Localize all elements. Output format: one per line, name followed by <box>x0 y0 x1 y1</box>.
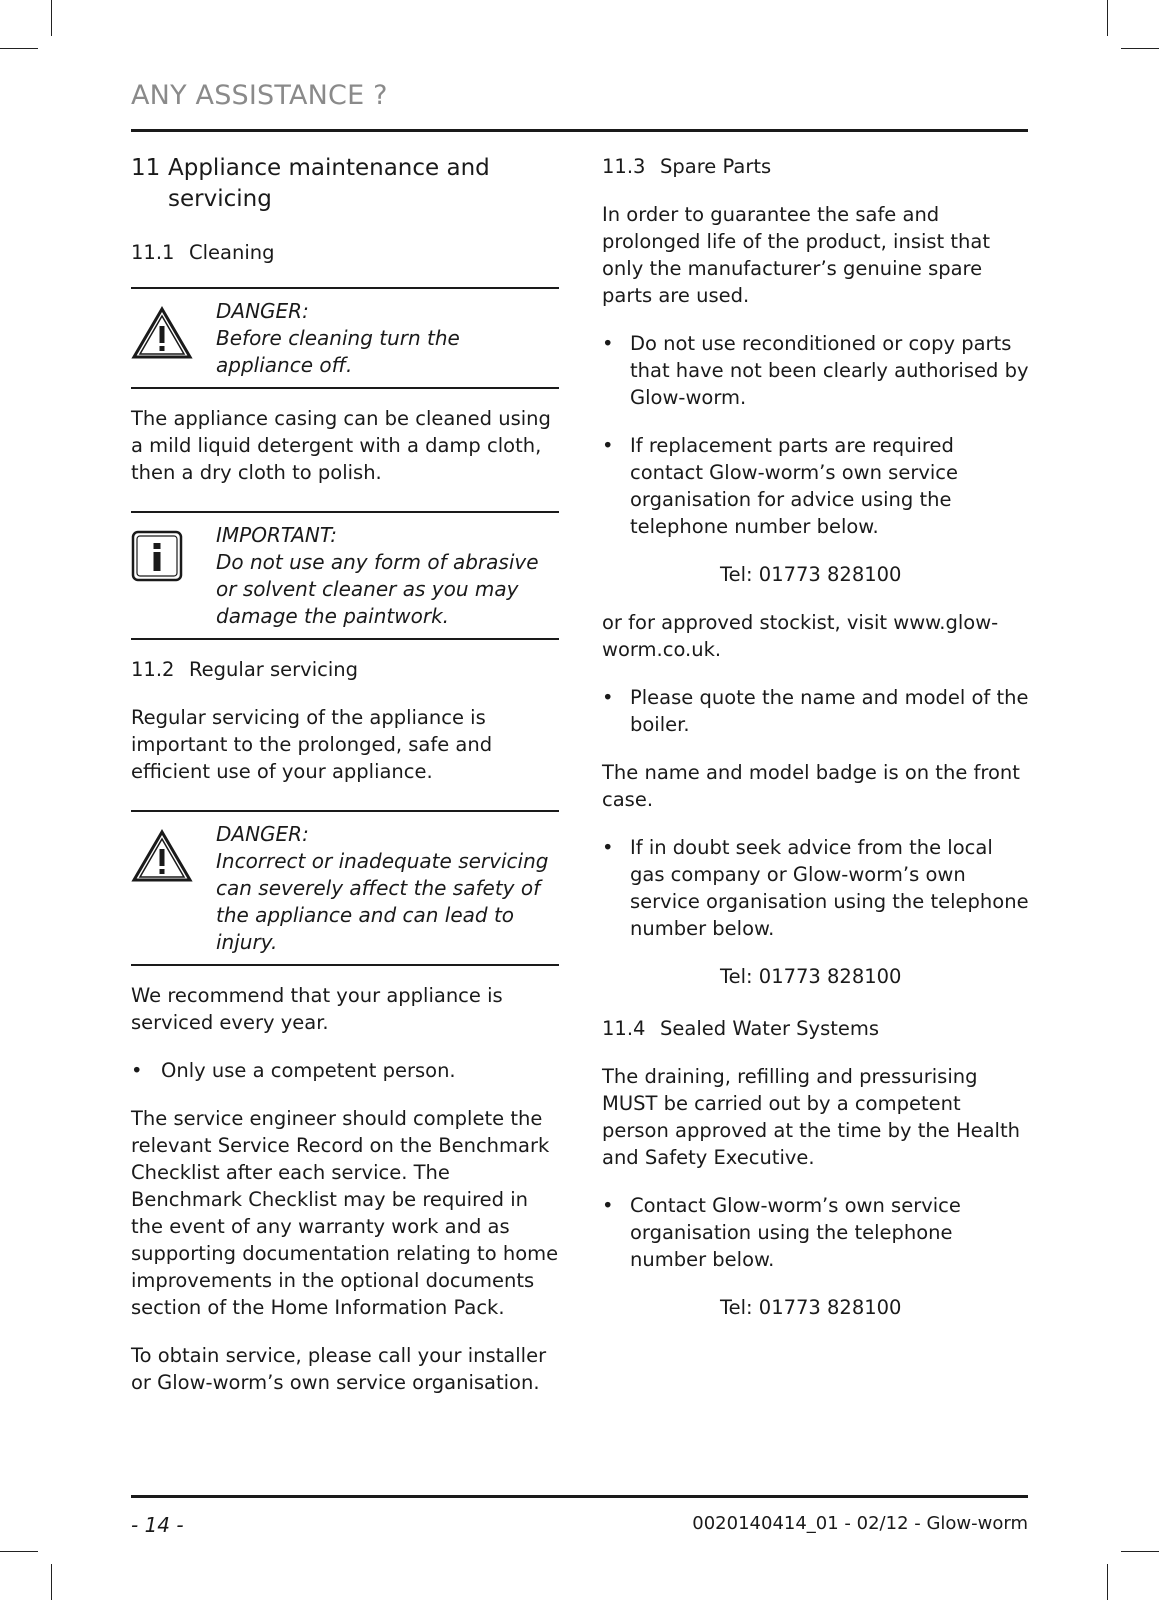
document-code: 0020140414_01 - 02/12 - Glow-worm <box>692 1513 1028 1534</box>
list-item-text: Do not use reconditioned or copy parts that have not been clearly authorised by Glow-worm. <box>630 332 1029 409</box>
section-heading <box>131 153 559 215</box>
subsection-title: Regular servicing <box>189 658 358 681</box>
crop-mark <box>1121 48 1159 49</box>
subsection-heading-spare-parts <box>602 153 1030 180</box>
paragraph-cleaning: The appliance casing can be cleaned using a mild liquid detergent with a damp cloth, then a dry cloth to polish. <box>131 407 551 484</box>
paragraph-service-engineer: The service engineer should complete the relevant Service Record on the Benchmark Checklist after each service. The Benchmark Checklist may be required in the event of any warranty work and as supporting documentation relating to home improvements in the optional documents section of the Home Information Pack. <box>131 1107 559 1319</box>
paragraph-text: be carried out by a <box>657 1092 855 1115</box>
notice-text: Incorrect or inadequate servicing can severely affect the safety of the appliance and can lead to injury. <box>216 849 549 954</box>
subsection-heading-regular-servicing <box>131 656 559 683</box>
page-header-title: ANY ASSISTANCE ? <box>131 80 388 111</box>
bullet-list <box>602 1192 1030 1273</box>
emphasis-competent-person: competent person <box>602 1092 961 1142</box>
list-item-text: Please quote the name and model of the boiler. <box>630 686 1029 736</box>
crop-mark <box>0 48 38 49</box>
paragraph-text: approved at the time by the Health and Safety Executive. <box>602 1119 1020 1169</box>
header-rule <box>131 129 1028 132</box>
crop-mark <box>51 1564 52 1600</box>
emphasis-must: MUST <box>602 1092 658 1115</box>
list-item-text: If in doubt seek advice from the local gas company or Glow-worm’s own service organisation using the telephone number below. <box>630 836 1029 940</box>
crop-mark <box>0 1551 38 1552</box>
paragraph-text: The draining, refilling and pressurising <box>602 1065 978 1088</box>
bullet-dot: • <box>602 686 614 709</box>
notice-label: IMPORTANT: <box>216 523 337 547</box>
section-title: Appliance maintenance and servicing <box>168 155 490 212</box>
notice-text: Before cleaning turn the appliance off. <box>216 326 460 377</box>
bullet-list <box>602 834 1030 942</box>
bullet-dot: • <box>602 434 614 457</box>
page-number: - 14 - <box>131 1513 184 1537</box>
bullet-list <box>131 1057 559 1084</box>
notice-label: DANGER: <box>216 822 309 846</box>
list-item <box>602 684 1030 738</box>
subsection-number: 11.1 <box>131 241 175 264</box>
crop-mark <box>1121 1551 1159 1552</box>
danger-notice-servicing <box>131 810 559 966</box>
warning-triangle-icon <box>131 298 216 379</box>
paragraph-obtain-service: To obtain service, please call your installer or Glow-worm’s own service organisation. <box>131 1344 547 1394</box>
list-item-text: If replacement parts are required contact Glow-worm’s own service organisation for advice using the telephone number below. <box>630 434 959 538</box>
crop-mark <box>51 0 52 36</box>
bullet-list <box>602 330 1030 540</box>
list-item-text: Contact Glow-worm’s own service organisation using the telephone number below. <box>630 1194 961 1271</box>
telephone-number: Tel: 01773 828100 <box>720 965 902 988</box>
subsection-number: 11.3 <box>602 155 646 178</box>
paragraph-recommend: We recommend that your appliance is serviced every year. <box>131 984 503 1034</box>
list-item <box>602 432 1030 540</box>
notice-text: Do not use any form of abrasive or solvent cleaner as you may damage the paintwork. <box>216 550 539 628</box>
bullet-dot: • <box>602 332 614 355</box>
subsection-title: Spare Parts <box>660 155 772 178</box>
bullet-list <box>602 684 1030 738</box>
subsection-number: 11.4 <box>602 1017 646 1040</box>
section-number: 11 <box>131 155 161 181</box>
bullet-dot: • <box>131 1059 143 1082</box>
paragraph-draining <box>602 1063 1030 1171</box>
right-column <box>602 153 1030 1342</box>
subsection-heading-sealed-water <box>602 1015 1030 1042</box>
telephone-number: Tel: 01773 828100 <box>720 1296 902 1319</box>
list-item <box>131 1057 559 1084</box>
subsection-title: Sealed Water Systems <box>660 1017 880 1040</box>
paragraph-badge: The name and model badge is on the front case. <box>602 761 1020 811</box>
bullet-dot: • <box>602 1194 614 1217</box>
list-item <box>602 834 1030 942</box>
paragraph-guarantee: In order to guarantee the safe and prolonged life of the product, insist that only the manufacturer’s genuine spare parts are used. <box>602 203 991 307</box>
subsection-title: Cleaning <box>189 241 275 264</box>
paragraph-regular-servicing: Regular servicing of the appliance is important to the prolonged, safe and efficient use of your appliance. <box>131 706 493 783</box>
list-item <box>602 1192 1030 1273</box>
subsection-number: 11.2 <box>131 658 175 681</box>
bullet-dot: • <box>602 836 614 859</box>
crop-mark <box>1107 0 1108 36</box>
footer-rule <box>131 1495 1028 1498</box>
telephone-number: Tel: 01773 828100 <box>720 563 902 586</box>
left-column <box>131 153 559 1417</box>
info-icon <box>131 522 216 630</box>
warning-triangle-icon <box>131 821 216 956</box>
notice-label: DANGER: <box>216 299 309 323</box>
important-notice <box>131 511 559 640</box>
list-item <box>602 330 1030 411</box>
crop-mark <box>1107 1564 1108 1600</box>
subsection-heading-cleaning <box>131 239 559 266</box>
paragraph-stockist: or for approved stockist, visit www.glow-worm.co.uk. <box>602 611 999 661</box>
list-item-text: Only use a competent person. <box>161 1059 456 1082</box>
danger-notice-cleaning <box>131 287 559 389</box>
